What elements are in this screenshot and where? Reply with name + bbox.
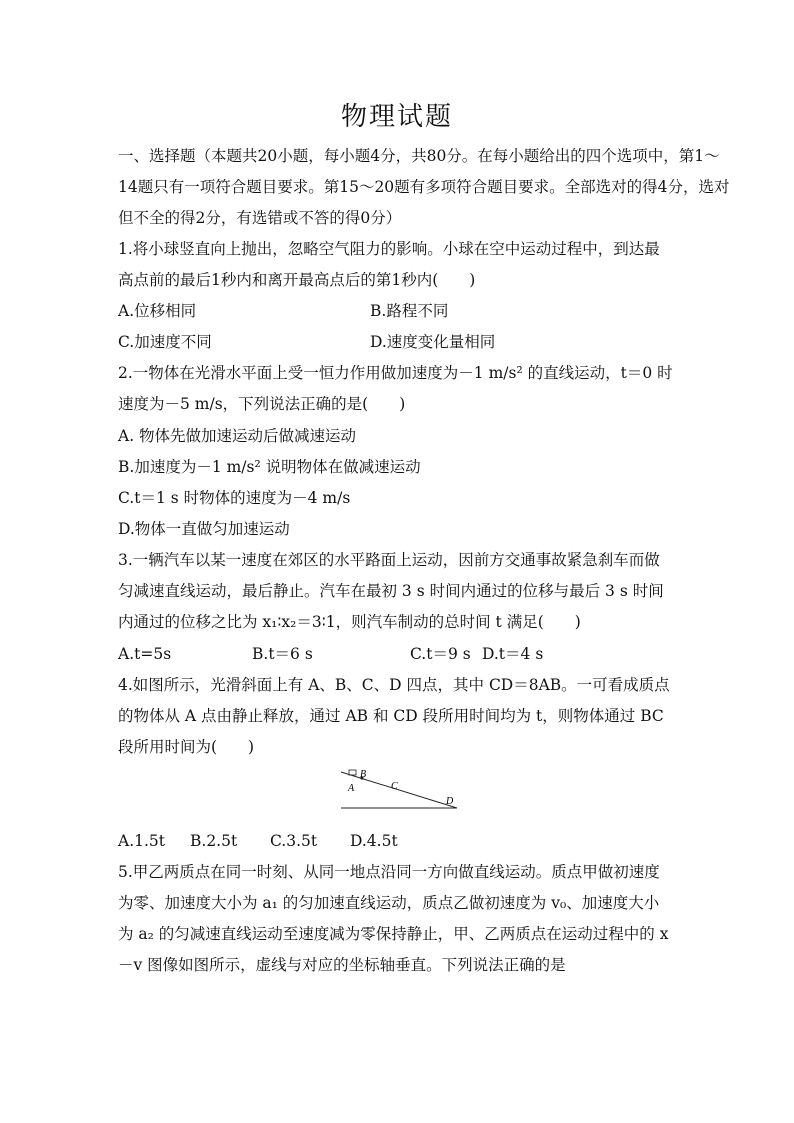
- question-1-text: 1.将小球竖直向上抛出，忽略空气阻力的影响。小球在空中运动过程中，到达最: [118, 240, 660, 258]
- q4-option-d: D.4.5t: [350, 832, 398, 850]
- question-2-text: 2.一物体在光滑水平面上受一恒力作用做加速度为－1 m/s² 的直线运动，t＝0 时: [118, 364, 673, 382]
- section-instruction-line: 14题只有一项符合题目要求。第15～20题有多项符合题目要求。全部选对的得4分，选对: [118, 178, 730, 196]
- q1-option-a: A.位移相同: [118, 302, 197, 320]
- q2-option-d: D.物体一直做匀加速运动: [118, 520, 290, 538]
- question-5-text: 为 a₂ 的匀减速直线运动至速度减为零保持静止，甲、乙两质点在运动过程中的 x: [118, 925, 669, 943]
- label-b: B: [360, 769, 367, 780]
- section-instruction-line: 但不全的得2分，有选错或不答的得0分）: [118, 209, 402, 227]
- question-5-text: －v 图像如图所示，虚线与对应的坐标轴垂直。下列说法正确的是: [118, 956, 566, 974]
- question-3-text: 内通过的位移之比为 x₁∶x₂＝3∶1，则汽车制动的总时间 t 满足( ): [118, 613, 581, 631]
- incline-diagram: [335, 766, 465, 814]
- question-3-text: 匀减速直线运动，最后静止。汽车在最初 3 s 时间内通过的位移与最后 3 s 时间: [118, 582, 664, 600]
- question-4-text: 4.如图所示，光滑斜面上有 A、B、C、D 四点，其中 CD＝8AB。一可看成质点: [118, 676, 670, 694]
- incline-line: [341, 772, 457, 808]
- q4-option-c: C.3.5t: [270, 832, 318, 850]
- q3-option-d: D.t＝4 s: [482, 645, 544, 663]
- q1-option-c: C.加速度不同: [118, 333, 212, 351]
- q3-option-c: C.t＝9 s: [410, 645, 471, 663]
- block-object: [349, 770, 356, 775]
- question-2-text: 速度为－5 m/s，下列说法正确的是( ): [118, 395, 406, 413]
- q3-option-a: A.t=5s: [118, 645, 172, 663]
- label-a: A: [348, 783, 355, 794]
- question-3-text: 3.一辆汽车以某一速度在郊区的水平路面上运动，因前方交通事故紧急刹车而做: [118, 551, 660, 569]
- label-c: C: [391, 781, 398, 792]
- question-5-text: 为零、加速度大小为 a₁ 的匀加速直线运动，质点乙做初速度为 v₀、加速度大小: [118, 894, 660, 912]
- q4-option-a: A.1.5t: [118, 832, 165, 850]
- question-5-text: 5.甲乙两质点在同一时刻、从同一地点沿同一方向做直线运动。质点甲做初速度: [118, 863, 660, 881]
- q2-option-c: C.t＝1 s 时物体的速度为－4 m/s: [118, 489, 351, 507]
- q1-option-d: D.速度变化量相同: [370, 333, 496, 351]
- q3-option-b: B.t＝6 s: [252, 645, 313, 663]
- page-title: 物理试题: [340, 102, 453, 132]
- label-d: D: [446, 796, 454, 807]
- q4-option-b: B.2.5t: [190, 832, 238, 850]
- section-instruction-line: 一、选择题（本题共20小题，每小题4分，共80分。在每小题给出的四个选项中，第1～: [118, 147, 720, 165]
- q2-option-b: B.加速度为－1 m/s² 说明物体在做减速运动: [118, 458, 421, 476]
- q1-option-b: B.路程不同: [370, 302, 449, 320]
- q2-option-a: A. 物体先做加速运动后做减速运动: [118, 427, 357, 445]
- question-1-text: 高点前的最后1秒内和离开最高点后的第1秒内( ): [118, 271, 476, 289]
- question-4-text: 段所用时间为( ): [118, 738, 255, 756]
- question-4-text: 的物体从 A 点由静止释放，通过 AB 和 CD 段所用时间均为 t，则物体通过 BC: [118, 707, 664, 725]
